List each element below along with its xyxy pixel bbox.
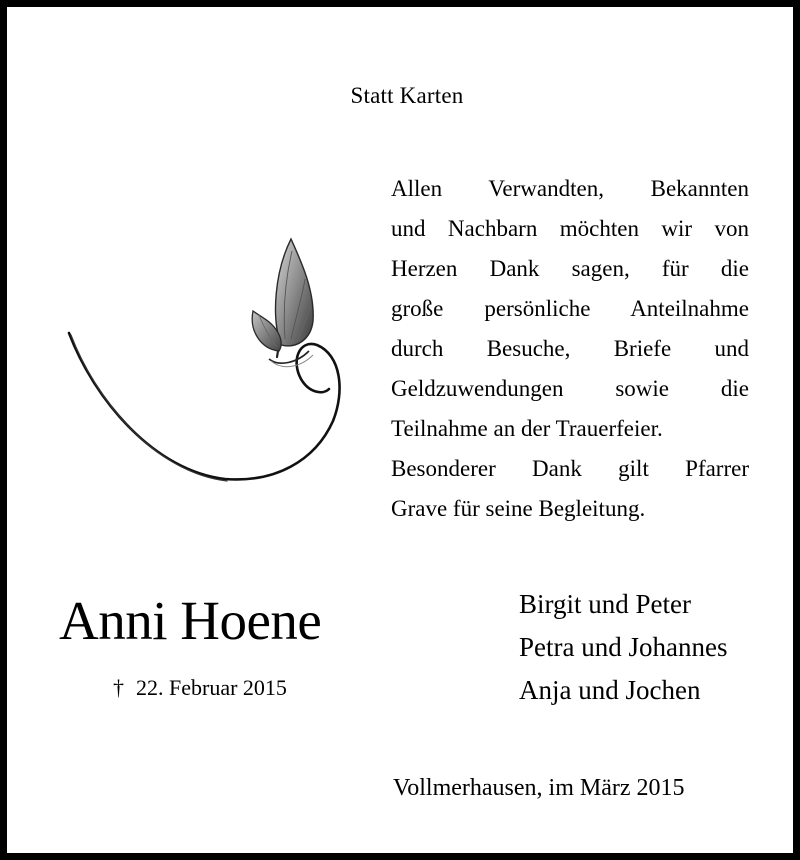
thanks-line: große persönliche Anteilnahme [391, 296, 749, 321]
thanks-line: durch Besuche, Briefe und [391, 336, 749, 361]
death-date: 22. Februar 2015 [136, 675, 287, 700]
thanks-line: und Nachbarn möchten wir von [391, 216, 749, 241]
family-member: Petra und Johannes [519, 632, 728, 662]
thanks-line: Geldzuwendungen sowie die [391, 376, 749, 401]
death-date-line [113, 675, 287, 701]
thanks-line: Besonderer Dank gilt Pfarrer [391, 456, 749, 481]
deceased-name: Anni Hoene [59, 590, 322, 651]
cross-icon: † [113, 675, 124, 700]
family-member: Birgit und Peter [519, 589, 691, 619]
butterfly-swirl-icon [65, 221, 355, 491]
thanks-line: Grave für seine Begleitung. [391, 496, 646, 521]
notice-heading: Statt Karten [350, 83, 464, 108]
family-member: Anja und Jochen [519, 675, 701, 705]
thanks-line: Herzen Dank sagen, für die [391, 256, 749, 281]
thanks-line: Allen Verwandten, Bekannten [391, 176, 749, 201]
thanks-line: Teilnahme an der Trauerfeier. [391, 416, 663, 441]
place-and-date: Vollmerhausen, im März 2015 [393, 775, 685, 801]
family-signatures [519, 583, 727, 712]
thanks-text [391, 169, 749, 529]
